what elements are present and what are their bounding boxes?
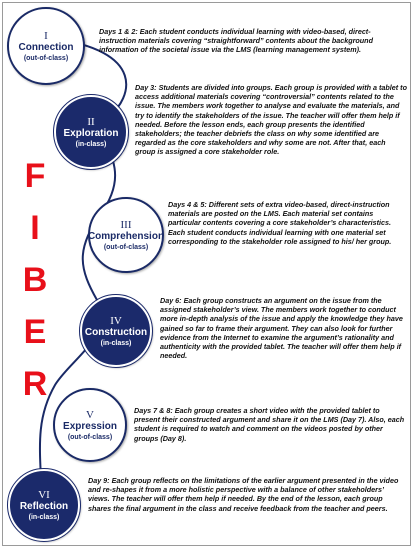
stage-numeral: IV (110, 314, 122, 327)
stage-mode: (out-of-class) (103, 243, 149, 251)
stage-numeral: III (120, 218, 132, 231)
stage-name: Expression (63, 420, 117, 432)
stage-days: Day 3: (135, 83, 157, 92)
stage-days: Days 7 & 8: (134, 406, 173, 415)
stage-days: Days 1 & 2: (99, 27, 138, 36)
stage-numeral: II (87, 115, 95, 128)
stage-construction-description (160, 296, 406, 360)
stage-comprehension-circle (88, 197, 164, 273)
stage-name: Construction (84, 326, 148, 338)
stage-text: Each student conducts individual learning with video-based, direct-instruction materials covering “straightforward” contents about the background information of the societal issue via the LMS (learning management system). (99, 27, 373, 55)
stage-comprehension-description (168, 200, 406, 246)
stage-expression-description (134, 406, 406, 443)
stage-name: Comprehension (87, 230, 165, 242)
stage-reflection-description (88, 476, 406, 513)
stage-text: Each group creates a short video with the provided tablet to present their constructed argument and share it on the LMS (Day 7). Also, each student is required to watch and comment on the videos posted by other groups (Day 8). (134, 406, 405, 443)
stage-days: Days 4 & 5: (168, 200, 207, 209)
stage-connection-description (99, 27, 405, 55)
stage-name: Reflection (19, 500, 69, 512)
stage-expression-circle (53, 388, 127, 462)
stage-mode: (in-class) (75, 140, 107, 148)
stage-numeral: V (86, 408, 94, 421)
stage-mode: (in-class) (100, 339, 132, 347)
stage-text: Each group constructs an argument on the issue from the assigned stakeholder’s view. The members work together to conduct more in-depth analysis of the issue and apply the knowledge they have gained so far to frame their argument. They can also look for further evidence from the Internet to examine the argument’s rationality and authenticity with the provided tablet. The teacher will offer them help if needed. (160, 296, 403, 361)
acronym-letter-e: E (23, 313, 47, 351)
stage-construction-circle (80, 295, 152, 367)
stage-name: Connection (18, 41, 74, 53)
acronym-letter-b: B (22, 261, 48, 299)
stage-days: Day 9: (88, 476, 110, 485)
stage-days: Day 6: (160, 296, 182, 305)
stage-text: Students are divided into groups. Each group is provided with a tablet to access additional materials covering “controversial” contents related to the issue. The members work together to analyse and evaluate the materials, and try to identify the stakeholders of the issue. The teacher will offer them help if needed. Before the lesson ends, each group presents the identified stakeholders; the teacher debriefs the class on why some identified are regarded as the core stakeholders and why some are not. After that, each group is assigned a core stakeholder role. (135, 83, 407, 157)
stage-numeral: I (44, 29, 48, 42)
stage-text: Each group reflects on the limitations of the earlier argument presented in the video and re-shapes it from a more holistic perspective with a balance of other stakeholders’ views. The teacher will offer them help if needed. By the end of the lesson, each group shares the final argument in the class and receive feedback from the teacher and peers. (88, 476, 399, 513)
stage-text: Different sets of extra video-based, direct-instruction materials are posted on the LMS. Each material set contains particular contents covering a core stakeholder’s characteristics. Each student conducts individual learning with one material set corresponding to the stakeholder role assigned to his/ her group. (168, 200, 392, 246)
stage-mode: (out-of-class) (23, 54, 69, 62)
stage-name: Exploration (63, 127, 119, 139)
acronym-letter-i: I (30, 209, 40, 247)
stage-numeral: VI (38, 488, 50, 501)
stage-connection-circle (7, 7, 85, 85)
stage-mode: (out-of-class) (67, 433, 113, 441)
stage-exploration-description (135, 83, 407, 157)
stage-reflection-circle (8, 469, 80, 541)
acronym-letter-r: R (22, 365, 48, 403)
acronym-letter-f: F (24, 157, 46, 195)
stage-mode: (in-class) (28, 513, 60, 521)
stage-exploration-circle (54, 95, 128, 169)
